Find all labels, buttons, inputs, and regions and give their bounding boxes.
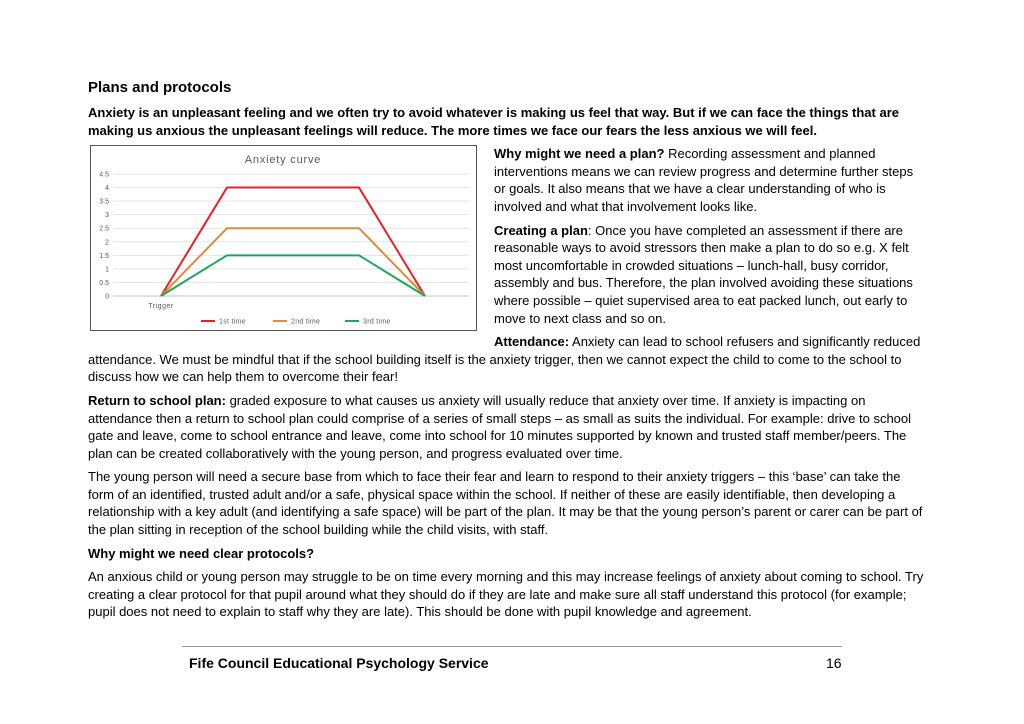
intro-paragraph: Anxiety is an unpleasant feeling and we often try to avoid whatever is making us feel that way. But if we can face the things that are making us anxious the unpleasant feelings will reduce. The more times we face our fears the less anxious we will feel. (88, 105, 900, 138)
anxiety-curve-chart (90, 145, 477, 331)
chart-svg (91, 146, 476, 330)
return-plan-paragraph (88, 392, 928, 462)
y-tick-label: 4 (105, 185, 109, 193)
y-tick-label: 2.5 (99, 225, 109, 233)
y-tick-label: 2 (105, 239, 109, 247)
y-tick-label: 0 (105, 293, 109, 301)
creating-plan-label: Creating a plan (494, 222, 588, 238)
series-line-2nd-time (161, 228, 425, 296)
creating-plan-text: : Once you have completed an assessment if there are reasonable ways to avoid stressors then make a plan to do so e.g. X felt most uncomfortable in crowded situations – lunch-hall, busy corridor, assembly and bus. Therefore, the plan involved avoiding these situations where possible – quiet supervised area to eat packed lunch, out early to move to next class and so on. (494, 222, 913, 326)
protocols-paragraph: An anxious child or young person may struggle to be on time every morning and this may increase feelings of anxiety about coming to school. Try creating a clear protocol for that pupil around what they should do if they are late and make sure all staff understand this protocol (for example; pupil does not need to explain to staff why they are late). This should be done with pupil knowledge and agreement. (88, 569, 924, 620)
return-plan-text: graded exposure to what causes us anxiety will usually reduce that anxiety over time. If anxiety is impacting on attendance then a return to school plan could comprise of a series of small steps – as small as suits the individual. For example: drive to school gate and leave, come to school entrance and leave, come into school for 10 minutes supported by known and trusted staff member/peers. The plan can be created collaboratively with the young person, and progress evaluated over time. (88, 392, 912, 461)
legend-label: 2nd time (291, 318, 321, 326)
y-tick-label: 0.5 (99, 280, 109, 288)
page-content (88, 78, 928, 627)
secure-base-paragraph: The young person will need a secure base from which to face their fear and learn to respond to their anxiety triggers – this ‘base’ can take the form of an identified, trusted adult and/or a safe, physical space within the school. If neither of these are easily identifiable, then developing a relationship with a key adult (and identifying a safe space) will be part of the plan. It may be that the young person’s parent or carer can be part of the plan sitting in reception of the school building while the child visits, with staff. (88, 469, 923, 538)
return-plan-label: Return to school plan: (88, 392, 226, 408)
x-tick-label: Trigger (148, 303, 174, 311)
protocols-heading: Why might we need clear protocols? (88, 545, 315, 561)
legend-label: 1st time (219, 318, 246, 326)
y-tick-label: 3.5 (99, 198, 109, 206)
attendance-text: Anxiety can lead to school refusers and significantly reduced attendance. We must be mindful that if the school building itself is the anxiety trigger, then we cannot expect the child to come to the school to discuss how we can help them to overcome their fear! (88, 334, 921, 385)
series-line-3rd-time (161, 256, 425, 297)
chart-title: Anxiety curve (244, 154, 322, 167)
y-tick-label: 4.5 (99, 171, 109, 179)
attendance-paragraph (88, 333, 928, 386)
page-number: 16 (826, 655, 842, 671)
y-tick-label: 3 (105, 212, 109, 220)
y-tick-label: 1.5 (99, 253, 109, 261)
why-plan-label: Why might we need a plan? (494, 146, 665, 162)
legend-label: 3rd time (363, 318, 391, 326)
y-tick-label: 1 (105, 266, 109, 274)
footer-organisation: Fife Council Educational Psychology Service (189, 655, 489, 671)
page-title: Plans and protocols (88, 79, 232, 96)
why-plan-text: Recording assessment and planned interventions means we can review progress and determine further steps or goals. It also means that we have a clear understanding of who is involved and what that involvement looks like. (494, 146, 914, 214)
footer-divider (182, 646, 842, 647)
attendance-label: Attendance: (494, 334, 570, 350)
